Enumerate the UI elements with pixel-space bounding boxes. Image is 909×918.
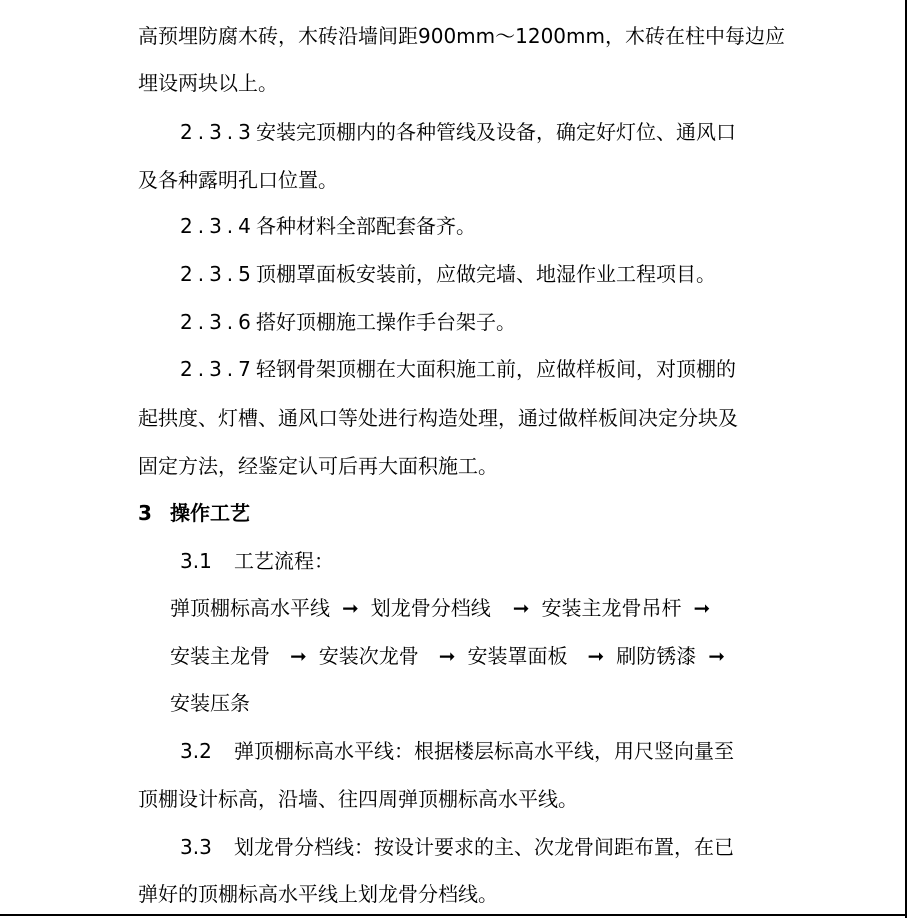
section-heading-3: [138, 499, 778, 527]
text-line: 高预埋防腐木砖，木砖沿墙间距900mm～1200mm，木砖在柱中每边应: [138, 24, 786, 48]
paragraph-2-3-5: [180, 260, 820, 288]
flow-step: 弹顶棚标高水平线: [170, 596, 330, 620]
paragraph-2-3-6: [180, 308, 820, 336]
arrow-right-icon: ➞: [512, 596, 530, 620]
clause-number: 2.3.5: [180, 262, 256, 286]
paragraph-2-3-4: [180, 212, 820, 240]
flow-step: 安装压条: [170, 691, 250, 715]
arrow-right-icon: ➞: [693, 596, 711, 620]
arrow-right-icon: ➞: [290, 644, 307, 668]
text-line: 埋设两块以上。: [138, 71, 278, 95]
paragraph-2-3-3: [180, 118, 820, 146]
clause-text: 工艺流程：: [234, 549, 334, 573]
clause-text: 搭好顶棚施工操作手台架子。: [256, 310, 516, 334]
clause-text: 划龙骨分档线：按设计要求的主、次龙骨间距布置，在已: [234, 835, 734, 859]
text-line: 起拱度、灯槽、通风口等处进行构造处理，通过做样板间决定分块及: [138, 406, 738, 430]
arrow-right-icon: ➞: [708, 644, 726, 668]
flow-step: 安装罩面板: [467, 644, 568, 668]
clause-number: 3.3: [180, 835, 212, 859]
clause-number: 2.3.4: [180, 214, 256, 238]
clause-number: 2.3.3: [180, 120, 256, 144]
flow-step: 刷防锈漆: [616, 644, 697, 668]
text-line: 顶棚设计标高，沿墙、往四周弹顶棚标高水平线。: [138, 787, 578, 811]
paragraph-3-3: [180, 833, 820, 861]
text-line: 弹好的顶棚标高水平线上划龙骨分档线。: [138, 882, 498, 906]
section-number: 3: [138, 501, 152, 525]
clause-text: 各种材料全部配套备齐。: [256, 214, 476, 238]
paragraph-3-1: [180, 547, 820, 575]
flow-step: 安装主龙骨: [170, 644, 270, 668]
flow-line-3: [170, 689, 810, 717]
flow-step: 安装主龙骨吊杆: [541, 596, 682, 620]
page-border-right: [905, 0, 907, 918]
text-line: 及各种露明孔口位置。: [138, 168, 338, 192]
arrow-right-icon: ➞: [587, 644, 605, 668]
flow-step: 划龙骨分档线: [370, 596, 491, 620]
clause-number: 3.1: [180, 549, 212, 573]
clause-text: 安装完顶棚内的各种管线及设备，确定好灯位、通风口: [256, 120, 736, 144]
page-border-bottom: [0, 914, 907, 916]
flow-line-1: [170, 594, 810, 622]
flow-step: 安装次龙骨: [318, 644, 419, 668]
text-line: 固定方法，经鉴定认可后再大面积施工。: [138, 454, 498, 478]
paragraph-3-2: [180, 737, 820, 765]
clause-number: 2.3.7: [180, 357, 256, 381]
clause-number: 3.2: [180, 739, 212, 763]
clause-text: 顶棚罩面板安装前，应做完墙、地湿作业工程项目。: [256, 262, 716, 286]
flow-line-2: [170, 642, 810, 670]
clause-text: 弹顶棚标高水平线：根据楼层标高水平线，用尺竖向量至: [234, 739, 734, 763]
clause-number: 2.3.6: [180, 310, 256, 334]
section-title: 操作工艺: [170, 501, 250, 525]
arrow-right-icon: ➞: [342, 596, 359, 620]
paragraph-2-3-7: [180, 355, 820, 383]
arrow-right-icon: ➞: [438, 644, 456, 668]
clause-text: 轻钢骨架顶棚在大面积施工前，应做样板间，对顶棚的: [256, 357, 736, 381]
